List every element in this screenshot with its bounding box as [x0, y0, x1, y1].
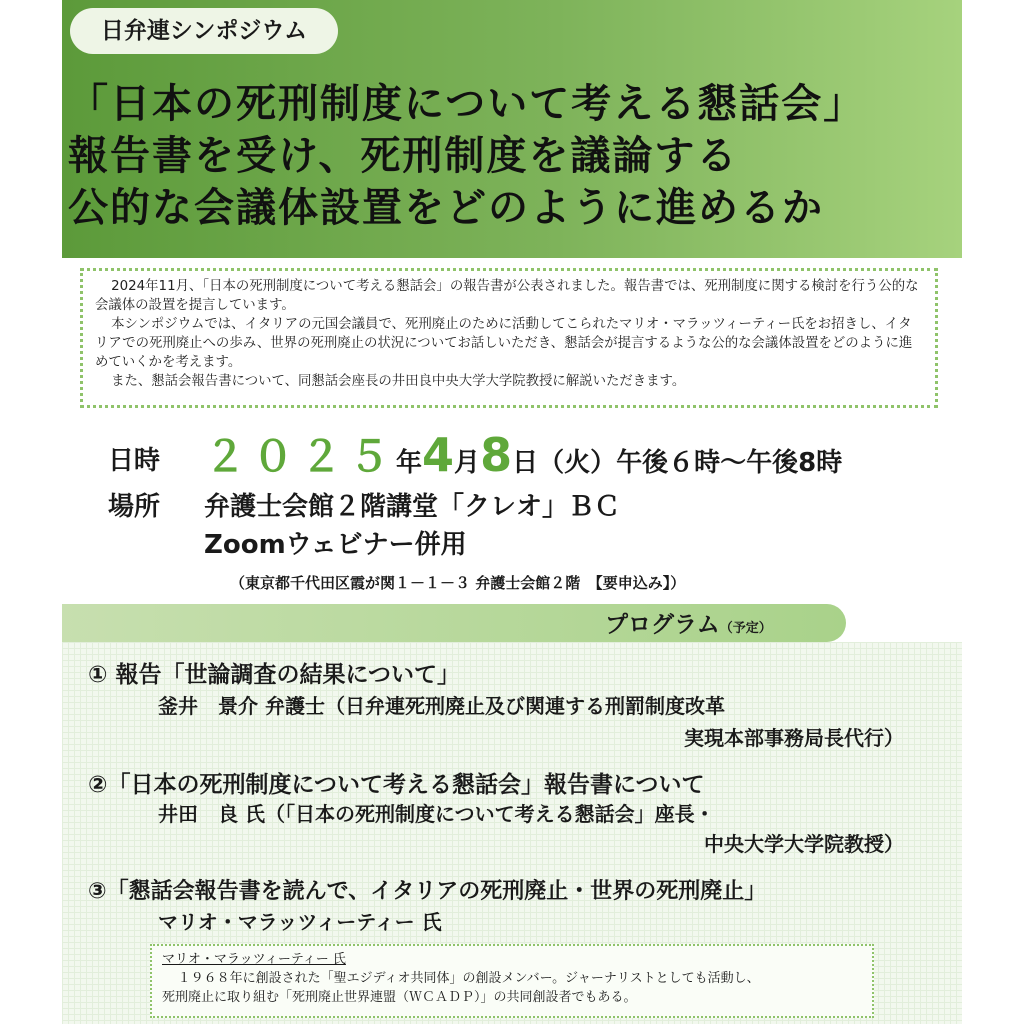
- program-item-3-title: ③「懇話会報告書を読んで、イタリアの死刑廃止・世界の死刑廃止」: [88, 879, 767, 904]
- symposium-badge: 日弁連シンポジウム: [70, 8, 338, 54]
- program-item-3-speaker: マリオ・マラッツィーティー 氏: [158, 910, 442, 934]
- intro-box: [80, 268, 938, 408]
- intro-paragraph: 2024年11月、「日本の死刑制度について考える懇話会」の報告書が公表されました。報告書では、死刑制度に関する検討を行う公的な会議体の設置を提言しています。: [95, 279, 919, 313]
- event-weekday: （火）: [538, 448, 617, 478]
- event-day: 8: [480, 428, 513, 482]
- program-item-1-title: ① 報告「世論調査の結果について」: [88, 662, 461, 688]
- title-line-1: 「日本の死刑制度について考える懇話会」: [68, 81, 866, 127]
- program-item-2-title: ②「日本の死刑制度について考える懇話会」報告書について: [88, 772, 705, 798]
- event-time: 午後６時～午後8時: [616, 448, 843, 478]
- event-month-unit: 月: [454, 448, 481, 478]
- event-month: 4: [422, 428, 455, 482]
- event-date: [204, 424, 842, 484]
- event-online: Zoomウェビナー併用: [204, 530, 467, 560]
- event-address: （東京都千代田区霞が関１－１－３ 弁護士会館２階 【要申込み】）: [230, 574, 686, 592]
- place-label: 場所: [108, 492, 161, 522]
- program-item-1-speaker: 釜井 景介 弁護士（日弁連死刑廃止及び関連する刑罰制度改革: [158, 694, 725, 718]
- intro-paragraph: 本シンポジウムでは、イタリアの元国会議員で、死刑廃止のために活動してこられたマリオ・マラッツィーティー氏をお招きし、イタリアでの死刑廃止への歩み、世界の死刑廃止の状況についてお話しいただき、懇話会が提言するような公的な会議体設置をどのように進めていくかを考えます。: [95, 317, 913, 370]
- program-heading: プログラム: [605, 612, 720, 638]
- event-day-unit: 日: [512, 448, 539, 478]
- title-line-3: 公的な会議体設置をどのように進めるか: [68, 185, 824, 231]
- program-note: （予定）: [719, 621, 772, 636]
- event-year: ２０２５: [204, 432, 397, 481]
- bio-line-1: １９６８年に創設された「聖エジディオ共同体」の創設メンバー。ジャーナリストとしても活動し、: [177, 971, 760, 986]
- speaker-bio-box: [150, 944, 874, 1018]
- date-label: 日時: [108, 446, 161, 476]
- intro-paragraph: また、懇話会報告書について、同懇話会座長の井田良中央大学大学院教授に解説いただきます。: [111, 374, 686, 389]
- program-item-2-speaker: 井田 良 氏（「日本の死刑制度について考える懇話会」座長・: [158, 802, 715, 826]
- title-line-2: 報告書を受け、死刑制度を議論する: [68, 133, 739, 179]
- program-title: [605, 606, 772, 639]
- bio-line-2: 死刑廃止に取り組む「死刑廃止世界連盟（ＷＣＡＤＰ）」の共同創設者でもある。: [162, 990, 637, 1005]
- program-item-2-speaker-cont: 中央大学大学院教授）: [704, 832, 904, 856]
- bio-name: マリオ・マラッツィーティー 氏: [162, 952, 346, 967]
- event-year-unit: 年: [396, 448, 423, 478]
- event-place: 弁護士会館２階講堂「クレオ」ＢＣ: [204, 492, 621, 522]
- program-item-1-speaker-cont: 実現本部事務局長代行）: [684, 726, 904, 750]
